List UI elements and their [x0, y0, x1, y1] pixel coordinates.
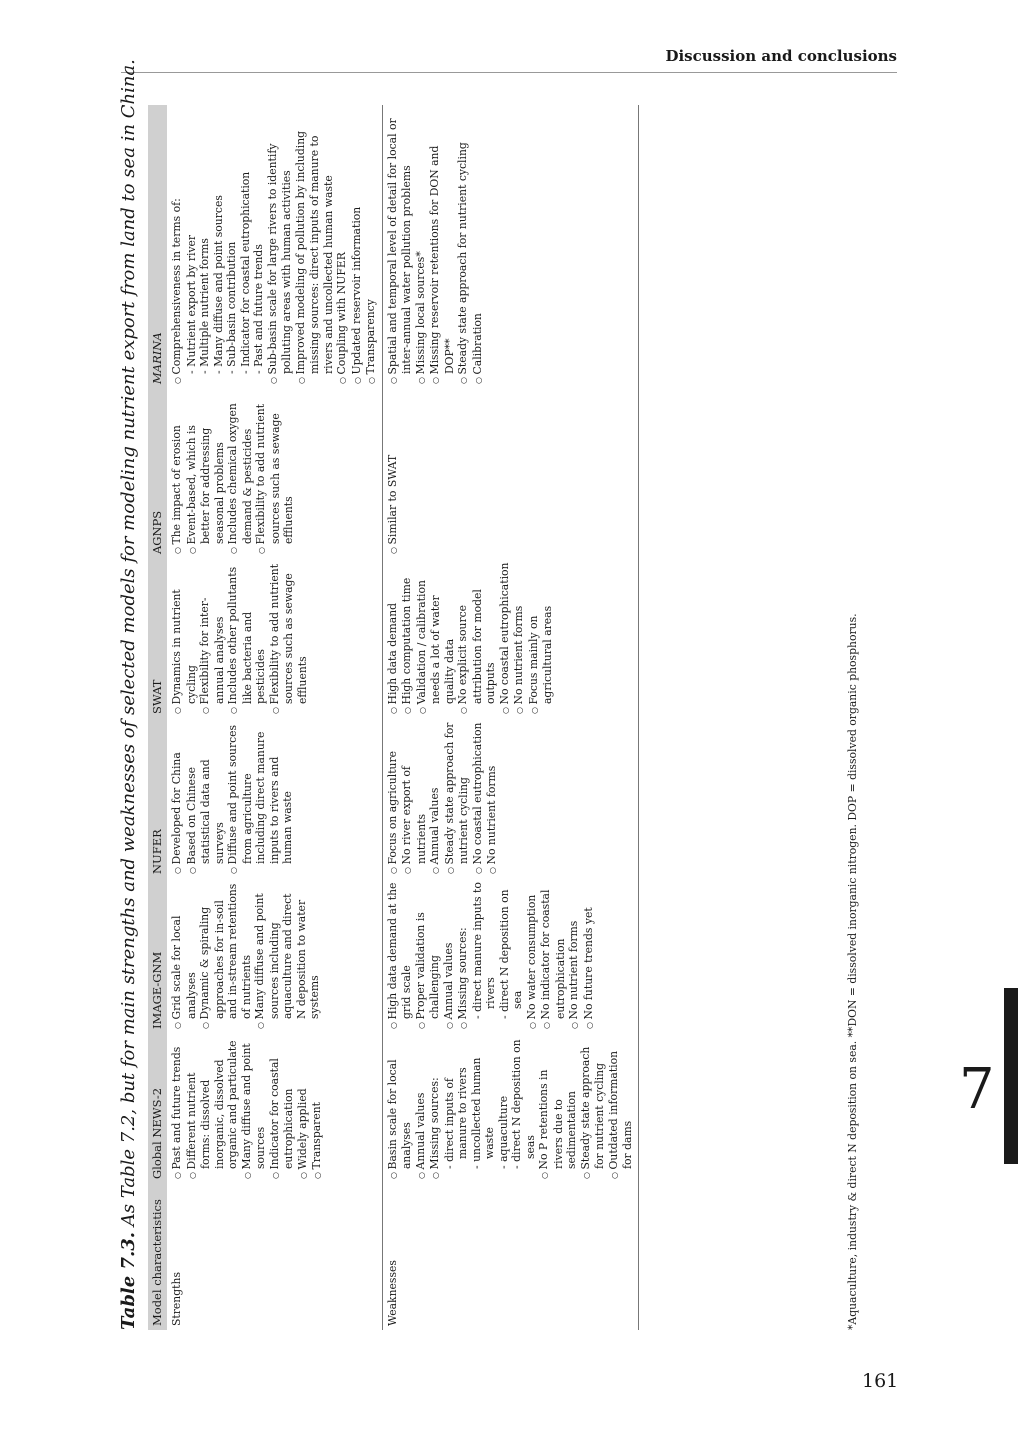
header-rule [121, 72, 897, 73]
list-item: ○ Transparent [310, 1037, 325, 1179]
sub-list-item: - Past and future trends [252, 109, 266, 384]
list-item: ○ Developed for China [170, 722, 185, 874]
list-item: ○ No nutrient forms [485, 722, 500, 874]
table-cell [167, 558, 382, 718]
list-item: ○ Updated reservoir information [350, 109, 365, 384]
list-item: ○ Flexibility to add nutrient sources such as sewage effluents [254, 392, 296, 554]
list-item: ○ Similar to SWAT [386, 392, 401, 554]
sub-list-item: - Multiple nutrient forms [198, 109, 212, 384]
list-item: ○ Spatial and temporal level of detail for local or inter-annual water pollution problems [386, 109, 414, 384]
table-cell [382, 105, 638, 388]
list-item: ○ Dynamic & spiraling approaches for in-soil and in-stream retentions of nutrients [198, 882, 253, 1029]
sub-list-item: - uncollected human waste [470, 1037, 497, 1179]
list-item: ○ Flexibility to add nutrient sources such as sewage effluents [268, 562, 310, 714]
list-item: ○ Steady state approach for nutrient cycling [579, 1037, 607, 1179]
sub-list-item: - direct N deposition on seas [510, 1037, 537, 1179]
caption-label: Table 7.3. [118, 1231, 139, 1330]
table-caption [118, 59, 148, 1330]
list-item: ○ Diffuse and point sources from agriculture including direct manure inputs to rivers and human waste [226, 722, 295, 874]
header-cell: SWAT [148, 558, 167, 718]
table-cell [382, 558, 638, 718]
header-cell: AGNPS [148, 388, 167, 558]
sub-list-item: - Many diffuse and point sources [212, 109, 226, 384]
page-number: 161 [862, 1370, 899, 1392]
bullet-list [386, 882, 597, 1029]
running-head: Discussion and conclusions [665, 47, 897, 65]
row-label: Weaknesses [382, 1183, 638, 1330]
list-item: ○ Comprehensiveness in terms of: [170, 109, 185, 384]
list-item: ○ Widely applied [296, 1037, 311, 1179]
table-cell [382, 878, 638, 1033]
list-item: ○ Proper validation is challenging [414, 882, 442, 1029]
table-cell [382, 1033, 638, 1183]
list-item: ○ Missing sources: [456, 882, 471, 1029]
list-item: ○ Transparency [364, 109, 379, 384]
list-item: ○ No river export of nutrients [400, 722, 428, 874]
list-item: ○ No coastal eutrophication [498, 562, 513, 714]
list-item: ○ High data demand at the grid scale [386, 882, 414, 1029]
bullet-list [170, 722, 295, 874]
list-item: ○ Many diffuse and point sources including aquaculture and direct N deposition to water systems [253, 882, 322, 1029]
bullet-list [386, 1037, 635, 1179]
list-item: ○ No explicit source attribution for model outputs [456, 562, 498, 714]
list-item: ○ Steady state approach for nutrient cycling [443, 722, 471, 874]
rotated-table-block [118, 59, 908, 1330]
table-cell [382, 718, 638, 878]
list-item: ○ Many diffuse and point sources [240, 1037, 268, 1179]
sub-list-item: - direct N deposition on sea [498, 882, 525, 1029]
list-item: ○ Calibration [471, 109, 486, 384]
list-item: ○ Sub-basin scale for large rivers to identify polluting areas with human activities [266, 109, 294, 384]
bullet-list [386, 109, 486, 384]
list-item: ○ Past and future trends [170, 1037, 185, 1179]
sub-list-item: - direct inputs of manure to rivers [443, 1037, 470, 1179]
table-cell [167, 1033, 382, 1183]
list-item: ○ Validation / calibration needs a lot of water quality data [415, 562, 457, 714]
list-item: ○ Missing reservoir retentions for DON and DOP** [428, 109, 456, 384]
list-item: ○ Coupling with NUFER [335, 109, 350, 384]
list-item: ○ Different nutrient forms: dissolved inorganic, dissolved organic and particulate [185, 1037, 240, 1179]
list-item: ○ Basin scale for local analyses [386, 1037, 414, 1179]
header-cell: IMAGE-GNM [148, 878, 167, 1033]
chapter-tab [1004, 988, 1018, 1164]
sub-list-item: - direct manure inputs to rivers [471, 882, 498, 1029]
sub-list-item: - aquaculture [497, 1037, 511, 1179]
list-item: ○ Annual values [428, 722, 443, 874]
caption-text: As Table 7.2, but for main strengths and weaknesses of selected models for modeling nutrient export from land to sea in China. [118, 59, 139, 1227]
list-item: ○ Includes other pollutants like bacteria and pesticides [226, 562, 268, 714]
header-cell: Model characteristics [148, 1183, 167, 1330]
list-item: ○ No water consumption [525, 882, 540, 1029]
bullet-list [386, 722, 500, 874]
list-item: ○ Missing local sources* [414, 109, 429, 384]
table-cell [382, 388, 638, 558]
table-row [167, 105, 382, 1330]
table-footnote: *Aquaculture, industry & direct N deposition on sea. **DON = dissolved inorganic nitrogen. DOP = dissolved organic phosphorus. [846, 613, 859, 1330]
header-cell: MARINA [148, 105, 167, 388]
list-item: ○ Steady state approach for nutrient cycling [456, 109, 471, 384]
table-cell [167, 718, 382, 878]
chapter-number: 7 [959, 1057, 995, 1122]
comparison-table [148, 105, 639, 1330]
list-item: ○ No nutrient forms [567, 882, 582, 1029]
list-item: ○ Outdated information for dams [607, 1037, 635, 1179]
list-item: ○ Annual values [414, 1037, 429, 1179]
header-cell: Global NEWS-2 [148, 1033, 167, 1183]
table-cell [167, 105, 382, 388]
list-item: ○ Includes chemical oxygen demand & pesticides [226, 392, 254, 554]
list-item: ○ Annual values [442, 882, 457, 1029]
list-item: ○ Indicator for coastal eutrophication [268, 1037, 296, 1179]
sub-list-item: - Nutrient export by river [185, 109, 199, 384]
bullet-list [170, 882, 322, 1029]
list-item: ○ No future trends yet [582, 882, 597, 1029]
list-item: ○ Focus mainly on agricultural areas [527, 562, 555, 714]
list-item: ○ High computation time [400, 562, 415, 714]
list-item: ○ Based on Chinese statistical data and surveys [185, 722, 227, 874]
list-item: ○ Grid scale for local analyses [170, 882, 198, 1029]
list-item: ○ Missing sources: [428, 1037, 443, 1179]
list-item: ○ Focus on agriculture [386, 722, 401, 874]
bullet-list [170, 109, 379, 384]
list-item: ○ No nutrient forms [512, 562, 527, 714]
list-item: ○ High data demand [386, 562, 401, 714]
list-item: ○ Event-based, which is better for addressing seasonal problems [185, 392, 227, 554]
table-row [382, 105, 638, 1330]
header-cell: NUFER [148, 718, 167, 878]
list-item: ○ The impact of erosion [170, 392, 185, 554]
row-label: Strengths [167, 1183, 382, 1330]
list-item: ○ No coastal eutrophication [471, 722, 486, 874]
bullet-list [386, 392, 401, 554]
bullet-list [170, 392, 296, 554]
bullet-list [386, 562, 555, 714]
sub-list-item: - Sub-basin contribution [225, 109, 239, 384]
table-cell [167, 388, 382, 558]
list-item: ○ No P retentions in rivers due to sedimentation [537, 1037, 579, 1179]
list-item: ○ Improved modeling of pollution by including missing sources: direct inputs of manure to rivers and uncollected human waste [294, 109, 336, 384]
list-item: ○ No indicator for coastal eutrophication [539, 882, 567, 1029]
bullet-list [170, 562, 309, 714]
list-item: ○ Dynamics in nutrient cycling [170, 562, 198, 714]
bullet-list [170, 1037, 325, 1179]
list-item: ○ Flexibility for inter-annual analyses [198, 562, 226, 714]
header-row [148, 105, 167, 1330]
sub-list-item: - Indicator for coastal eutrophication [239, 109, 253, 384]
table-cell [167, 878, 382, 1033]
